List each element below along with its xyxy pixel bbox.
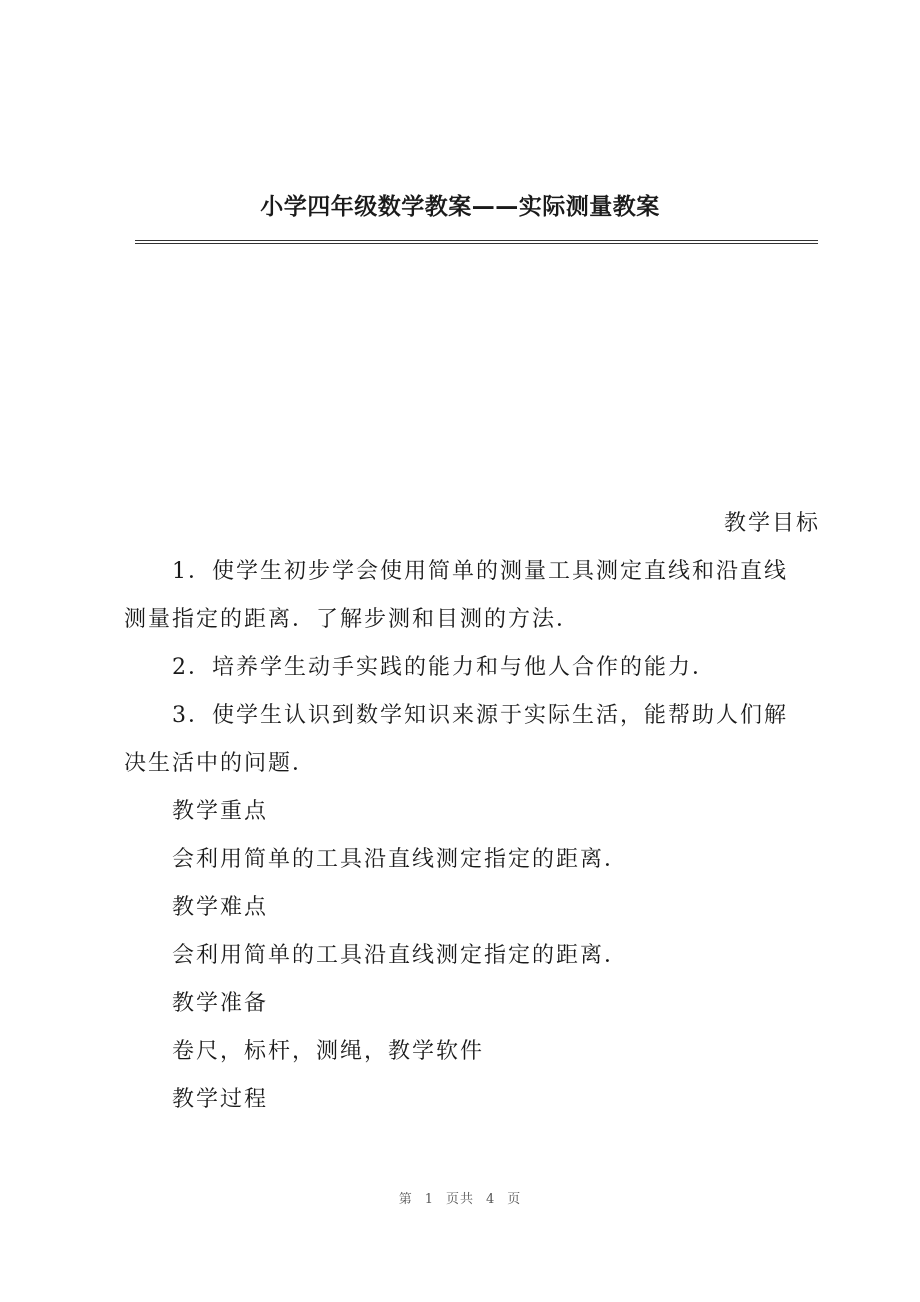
document-title: 小学四年级数学教案——实际测量教案 [260,194,660,220]
footer-page-number: 1 [424,1192,434,1207]
difficulty-heading: 教学难点 [172,895,269,920]
footer-total-pages: 4 [486,1192,496,1207]
goal-line-1: 1．使学生初步学会使用简单的测量工具测定直线和沿直线 [172,559,788,584]
process-heading: 教学过程 [172,1087,269,1112]
footer-prefix: 第 [398,1192,413,1207]
key-point-heading: 教学重点 [172,799,269,824]
footer-middle: 页共 [445,1192,474,1207]
goal-line-1-cont: 测量指定的距离．了解步测和目测的方法． [124,607,581,632]
section-heading-goals: 教学目标 [723,511,820,536]
goal-line-3-cont: 决生活中的问题． [124,751,317,776]
goal-line-3: 3．使学生认识到数学知识来源于实际生活，能帮助人们解 [172,703,788,728]
goal-line-2: 2．培养学生动手实践的能力和与他人合作的能力． [172,655,716,680]
preparation-heading: 教学准备 [172,991,269,1016]
footer-suffix: 页 [507,1192,522,1207]
page-footer [0,1188,920,1207]
difficulty-text: 会利用简单的工具沿直线测定指定的距离． [172,943,629,968]
title-double-rule [135,240,818,244]
preparation-text: 卷尺，标杆，测绳，教学软件 [172,1039,485,1064]
key-point-text: 会利用简单的工具沿直线测定指定的距离． [172,847,629,872]
